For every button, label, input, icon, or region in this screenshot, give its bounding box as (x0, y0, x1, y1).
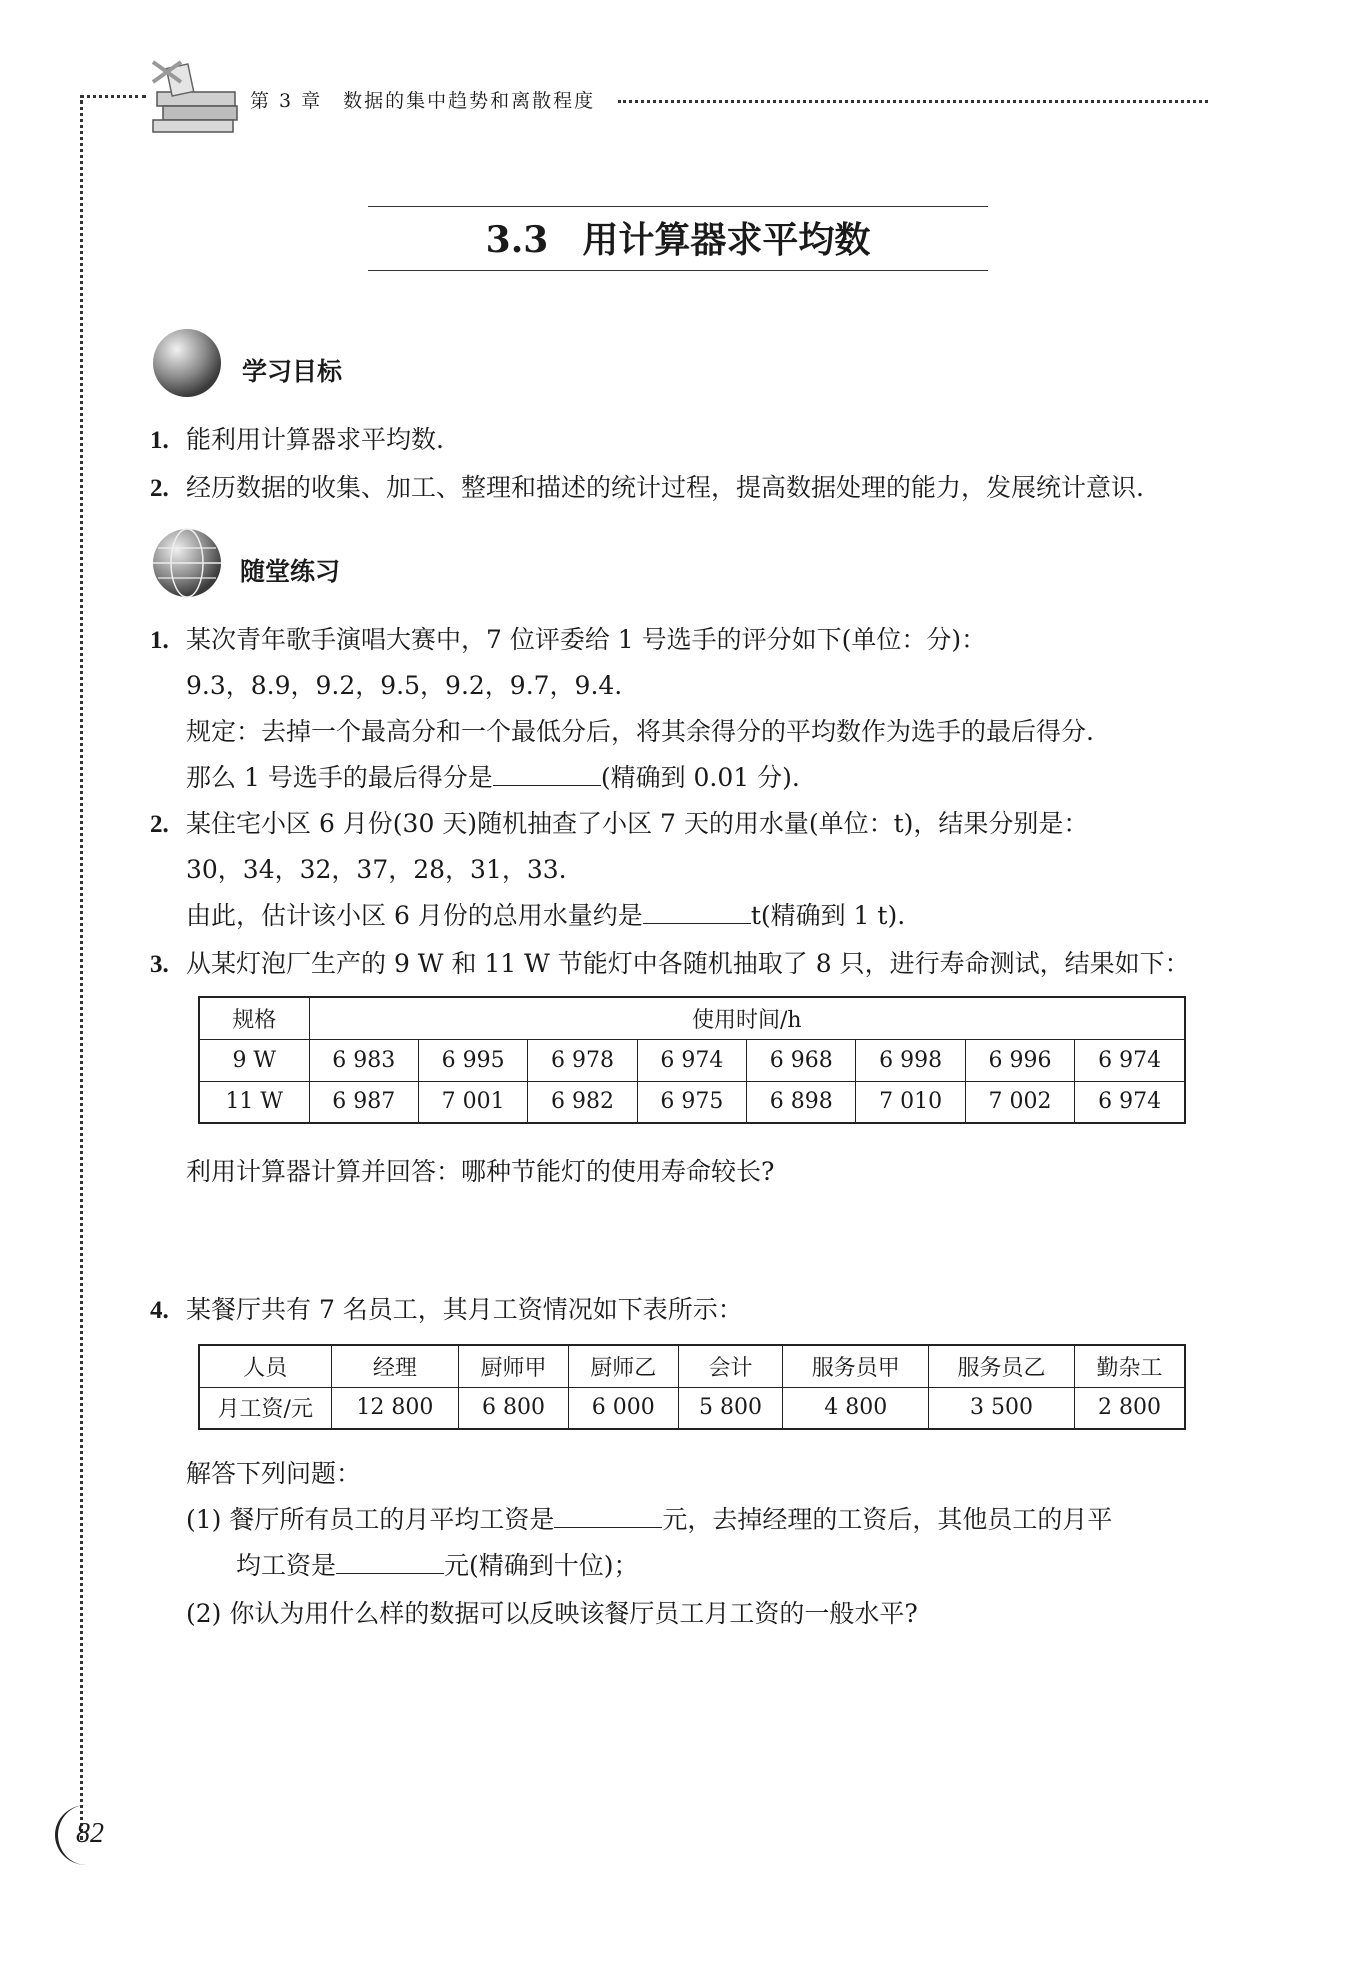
answer-blank[interactable] (643, 903, 751, 924)
question-2-ask: 由此，估计该小区 6 月份的总用水量约是 t(精确到 1 t). (186, 901, 906, 930)
running-head: 第 3 章 数据的集中趋势和离散程度 (250, 90, 596, 112)
question-4-intro: 解答下列问题： (186, 1459, 362, 1488)
question-3-ask: 利用计算器计算并回答：哪种节能灯的使用寿命较长? (186, 1157, 775, 1186)
table-header-cell: 服务员甲 (783, 1345, 929, 1387)
table-cell: 12 800 (331, 1387, 459, 1429)
table-header-cell: 厨师甲 (459, 1345, 569, 1387)
practice-heading: 随堂练习 (240, 557, 341, 586)
table-row (199, 1039, 1185, 1081)
objectives-heading: 学习目标 (242, 357, 343, 386)
table-cell: 6 974 (1075, 1039, 1185, 1081)
table-header-cell: 会计 (678, 1345, 783, 1387)
table-cell: 月工资/元 (199, 1387, 331, 1429)
table-row (199, 1387, 1185, 1429)
table-cell: 6 975 (637, 1081, 746, 1123)
table-cell: 6 974 (637, 1039, 746, 1081)
table-cell: 6 978 (528, 1039, 637, 1081)
question-3-line-1: 3. 从某灯泡厂生产的 9 W 和 11 W 节能灯中各随机抽取了 8 只，进行寿命测试，结果如下： (150, 949, 1190, 978)
section-number: 3.3 (485, 219, 549, 261)
globe-icon (150, 326, 224, 400)
question-4-sub-1: (1) 餐厅所有员工的月平均工资是 元，去掉经理的工资后，其他员工的月平 (186, 1505, 1113, 1534)
globe-grid-icon (150, 526, 224, 600)
table-cell: 11 W (199, 1081, 309, 1123)
answer-blank[interactable] (493, 765, 601, 786)
objective-item: 1. 能利用计算器求平均数. (150, 425, 444, 454)
question-1-scores: 9.3，8.9，9.2，9.5，9.2，9.7，9.4. (186, 671, 623, 700)
table-header-row (199, 1345, 1185, 1387)
table-header-cell: 人员 (199, 1345, 331, 1387)
table-header-cell: 规格 (199, 997, 309, 1039)
table-row (199, 1081, 1185, 1123)
objective-item: 2. 经历数据的收集、加工、整理和描述的统计过程，提高数据处理的能力，发展统计意识. (150, 473, 1144, 502)
section-title (370, 212, 986, 263)
question-2-line-1: 2. 某住宅小区 6 月份(30 天)随机抽查了小区 7 天的用水量(单位：t)，结果分别是： (150, 809, 1089, 838)
table-header-cell: 使用时间/h (309, 997, 1185, 1039)
question-1-rule: 规定：去掉一个最高分和一个最低分后，将其余得分的平均数作为选手的最后得分. (186, 717, 1094, 746)
title-rule-top (368, 206, 988, 207)
table-header-cell: 服务员乙 (929, 1345, 1075, 1387)
header-dotted-rule-right (618, 100, 1208, 103)
table-cell: 4 800 (783, 1387, 929, 1429)
question-1-ask: 那么 1 号选手的最后得分是 (精确到 0.01 分). (186, 763, 800, 792)
salary-table (198, 1344, 1186, 1430)
table-cell: 6 995 (418, 1039, 527, 1081)
table-cell: 2 800 (1074, 1387, 1185, 1429)
table-cell: 7 002 (965, 1081, 1074, 1123)
section-title-text: 用计算器求平均数 (582, 220, 871, 261)
table-cell: 7 001 (418, 1081, 527, 1123)
question-1-line-1: 1. 某次青年歌手演唱大赛中，7 位评委给 1 号选手的评分如下(单位：分)： (150, 625, 987, 654)
table-cell: 6 974 (1075, 1081, 1185, 1123)
question-2-values: 30，34，32，37，28，31，33. (186, 855, 567, 884)
table-cell: 6 968 (747, 1039, 856, 1081)
title-rule-bottom (368, 270, 988, 271)
table-header-cell: 经理 (331, 1345, 459, 1387)
question-4-line-1: 4. 某餐厅共有 7 名员工，其月工资情况如下表所示： (150, 1295, 743, 1324)
table-header-cell: 厨师乙 (568, 1345, 678, 1387)
question-4-sub-1-cont: 均工资是 元(精确到十位)； (236, 1551, 639, 1580)
table-cell: 6 800 (459, 1387, 569, 1429)
table-cell: 6 982 (528, 1081, 637, 1123)
table-cell: 6 987 (309, 1081, 418, 1123)
table-cell: 5 800 (678, 1387, 783, 1429)
page-number: 82 (76, 1818, 104, 1849)
table-header-cell: 勤杂工 (1074, 1345, 1185, 1387)
table-header-row (199, 997, 1185, 1039)
header-dotted-rule-left (80, 95, 146, 98)
table-cell: 9 W (199, 1039, 309, 1081)
question-4-sub-2: (2) 你认为用什么样的数据可以反映该餐厅员工月工资的一般水平? (186, 1599, 918, 1628)
lamp-lifetime-table (198, 996, 1186, 1124)
table-cell: 6 983 (309, 1039, 418, 1081)
answer-blank[interactable] (336, 1553, 444, 1574)
answer-blank[interactable] (554, 1507, 662, 1528)
margin-dotted-rule (80, 100, 83, 1840)
table-cell: 6 998 (856, 1039, 965, 1081)
books-logo-icon (145, 52, 245, 137)
table-cell: 6 996 (965, 1039, 1074, 1081)
table-cell: 6 000 (568, 1387, 678, 1429)
table-cell: 7 010 (856, 1081, 965, 1123)
table-cell: 3 500 (929, 1387, 1075, 1429)
table-cell: 6 898 (747, 1081, 856, 1123)
